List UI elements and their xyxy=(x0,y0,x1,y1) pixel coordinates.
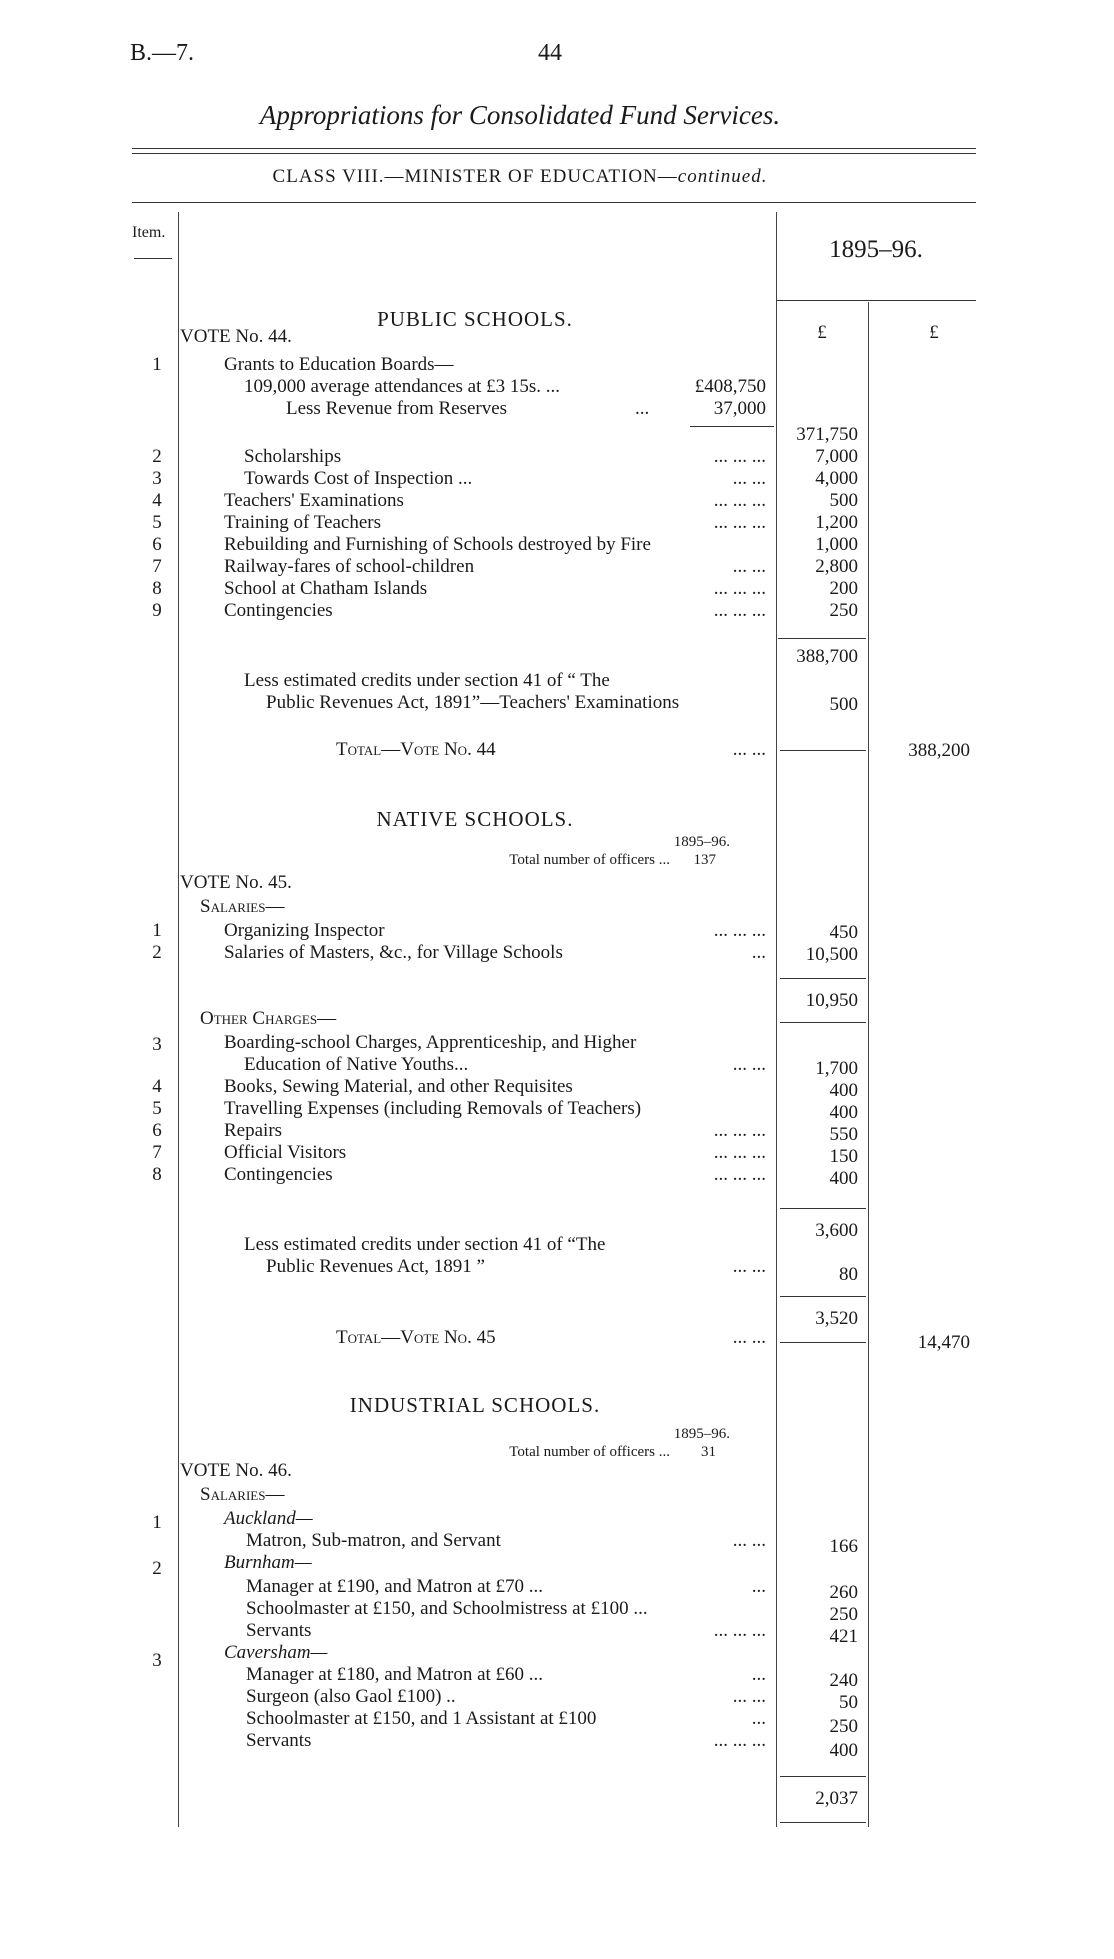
subtotal-rule xyxy=(778,638,866,639)
budget-line-text: Organizing Inspector xyxy=(224,920,385,941)
caversham-line-dots: ... xyxy=(751,1708,766,1729)
native-other-rule xyxy=(780,1208,866,1209)
budget-line xyxy=(180,556,770,578)
budget-line xyxy=(180,1076,770,1098)
native-other-subtotal: 3,600 xyxy=(815,1220,858,1241)
item-number: 1 xyxy=(152,920,162,941)
budget-line-amount: 550 xyxy=(829,1124,858,1145)
item-number: 3 xyxy=(152,1034,162,1055)
section-heading-industrial-schools: INDUSTRIAL SCHOOLS. xyxy=(349,1393,601,1417)
budget-line-text: Salaries of Masters, &c., for Village Schools xyxy=(224,942,563,963)
grants-attendance-text: 109,000 average attendances at £3 15s. ... xyxy=(244,376,561,397)
auckland-line-dots: ... ... xyxy=(732,1530,766,1551)
caversham-line-dots: ... xyxy=(751,1664,766,1685)
budget-line-amount: 400 xyxy=(829,1080,858,1101)
grants-attendance-line xyxy=(180,376,770,398)
budget-line-text: Repairs xyxy=(224,1120,283,1141)
burnham-amount: 250 xyxy=(829,1604,858,1625)
total-vote-45-label: Total—Vote No. 45 xyxy=(336,1327,496,1348)
budget-line xyxy=(180,1142,770,1164)
budget-line-text: Teachers' Examinations xyxy=(224,490,404,511)
grants-net-amount: 371,750 xyxy=(796,424,858,445)
total-vote-45-dots: ... ... xyxy=(732,1327,766,1348)
item-number: 6 xyxy=(152,534,162,555)
budget-line-dots: ... ... ... xyxy=(713,920,766,941)
year-header-rule xyxy=(776,300,976,301)
boarding-line-2 xyxy=(180,1054,770,1076)
caversham-line-text: Manager at £180, and Matron at £60 ... xyxy=(246,1664,544,1685)
grants-label xyxy=(180,354,770,376)
total-44-rule xyxy=(780,750,866,751)
item-number: 2 xyxy=(152,1558,162,1579)
budget-line-dots: ... ... ... xyxy=(713,578,766,599)
budget-line-dots: ... ... ... xyxy=(713,600,766,621)
burnham-line-dots: ... xyxy=(751,1576,766,1597)
grants-reserves-amount: 37,000 xyxy=(713,398,766,419)
budget-line-dots: ... ... ... xyxy=(713,490,766,511)
budget-line xyxy=(180,534,770,556)
budget-line-dots: ... ... xyxy=(732,468,766,489)
item-number: 7 xyxy=(152,556,162,577)
budget-line-dots: ... ... ... xyxy=(713,1120,766,1141)
burnham-label: Burnham— xyxy=(224,1552,312,1573)
budget-line-dots: ... ... xyxy=(732,556,766,577)
public-less-line-1 xyxy=(180,670,770,692)
caversham-line xyxy=(180,1686,770,1708)
native-officers-value: 137 xyxy=(693,852,716,868)
auckland-line-text: Matron, Sub-matron, and Servant xyxy=(246,1530,501,1551)
year-column-header: 1895–96. xyxy=(829,236,923,263)
total-vote-45-amount: 14,470 xyxy=(917,1332,970,1353)
caversham-line xyxy=(180,1730,770,1752)
burnham-line-dots: ... ... ... xyxy=(713,1620,766,1641)
item-number: 8 xyxy=(152,1164,162,1185)
title-rule-top xyxy=(132,148,976,149)
native-salaries-rule xyxy=(780,978,866,979)
burnham-amount: 260 xyxy=(829,1582,858,1603)
grants-reserves-dots: ... xyxy=(635,398,650,419)
auckland-line xyxy=(180,1530,770,1552)
class-heading-continued: continued. xyxy=(677,166,768,187)
total-vote-44-dots: ... ... xyxy=(732,739,766,760)
item-number: 3 xyxy=(152,468,162,489)
burnham-line xyxy=(180,1620,770,1642)
industrial-subtotal-amount: 2,037 xyxy=(815,1788,858,1809)
budget-line-text: Rebuilding and Furnishing of Schools destroyed by Fire xyxy=(224,534,651,555)
amount-column-rule-mid xyxy=(868,302,869,1827)
caversham-line xyxy=(180,1708,770,1730)
caversham-line xyxy=(180,1664,770,1686)
page-number: 44 xyxy=(538,40,562,66)
boarding-line-1 xyxy=(180,1032,770,1054)
class-heading xyxy=(180,166,860,188)
budget-line-text: Books, Sewing Material, and other Requisites xyxy=(224,1076,573,1097)
item-number: 5 xyxy=(152,1098,162,1119)
boarding-dots: ... ... xyxy=(732,1054,766,1075)
native-less-line-1 xyxy=(180,1234,770,1256)
caversham-line-dots: ... ... xyxy=(732,1686,766,1707)
item-number: 1 xyxy=(152,1512,162,1533)
grants-reserves-text: Less Revenue from Reserves xyxy=(286,398,508,419)
item-number: 4 xyxy=(152,1076,162,1097)
budget-line-amount: 400 xyxy=(829,1102,858,1123)
native-less-text-2: Public Revenues Act, 1891 ” xyxy=(266,1256,485,1277)
industrial-subtotal-rule xyxy=(780,1776,866,1777)
budget-line-text: Contingencies xyxy=(224,600,333,621)
total-vote-45 xyxy=(180,1326,770,1350)
item-number: 5 xyxy=(152,512,162,533)
native-salaries-subtotal: 10,950 xyxy=(805,990,858,1011)
section-heading-public-schools: PUBLIC SCHOOLS. xyxy=(377,307,573,331)
budget-line-dots: ... ... ... xyxy=(713,1164,766,1185)
caversham-amount: 250 xyxy=(829,1716,858,1737)
budget-line xyxy=(180,600,770,622)
budget-line-dots: ... ... ... xyxy=(713,512,766,533)
budget-line-dots: ... ... ... xyxy=(713,1142,766,1163)
grants-label-text: Grants to Education Boards— xyxy=(224,354,454,375)
industrial-subtotal-rule-2 xyxy=(780,1822,866,1823)
burnham-line xyxy=(180,1576,770,1598)
budget-line xyxy=(180,1164,770,1186)
page-ref: B.—7. xyxy=(130,40,195,66)
native-officers-count xyxy=(180,834,770,874)
budget-line-amount: 4,000 xyxy=(815,468,858,489)
budget-line-amount: 150 xyxy=(829,1146,858,1167)
caversham-line-text: Servants xyxy=(246,1730,312,1751)
native-officers-year: 1895–96. xyxy=(673,834,730,850)
industrial-salaries-label: Salaries— xyxy=(200,1484,285,1505)
budget-line-amount: 200 xyxy=(829,578,858,599)
vote-45-label: VOTE No. 45. xyxy=(180,872,292,893)
table-top-rule xyxy=(132,202,976,203)
budget-line-amount: 250 xyxy=(829,600,858,621)
budget-line xyxy=(180,512,770,534)
native-less-amount: 80 xyxy=(839,1264,858,1285)
page-title: Appropriations for Consolidated Fund Services. xyxy=(259,100,781,130)
caversham-label: Caversham— xyxy=(224,1642,328,1663)
budget-line xyxy=(180,446,770,468)
native-less-text-1: Less estimated credits under section 41 of “The xyxy=(244,1234,606,1255)
native-salaries-label: Salaries— xyxy=(200,896,285,917)
auckland-label: Auckland— xyxy=(224,1508,313,1529)
item-number: 1 xyxy=(152,354,162,375)
item-number: 6 xyxy=(152,1120,162,1141)
native-other-charges-label: Other Charges— xyxy=(200,1008,337,1029)
native-less-line-2 xyxy=(180,1256,770,1278)
budget-line xyxy=(180,490,770,512)
burnham-amount: 421 xyxy=(829,1626,858,1647)
native-officers-label: Total number of officers ... xyxy=(509,852,670,868)
title-rule-bottom xyxy=(132,153,976,154)
budget-line xyxy=(180,920,770,942)
budget-line-text: Travelling Expenses (including Removals of Teachers) xyxy=(224,1098,642,1119)
vote-44-label: VOTE No. 44. xyxy=(180,326,292,347)
budget-line-amount: 450 xyxy=(829,922,858,943)
budget-line-amount: 1,200 xyxy=(815,512,858,533)
budget-line-text: Towards Cost of Inspection ... xyxy=(244,468,473,489)
class-heading-main: CLASS VIII.—MINISTER OF EDUCATION— xyxy=(272,166,678,187)
total-vote-44-amount: 388,200 xyxy=(908,740,970,761)
item-column-header: Item. xyxy=(132,224,166,241)
public-less-text-1: Less estimated credits under section 41 of “ The xyxy=(244,670,610,691)
item-number: 4 xyxy=(152,490,162,511)
budget-line-text: Railway-fares of school-children xyxy=(224,556,475,577)
caversham-line-text: Schoolmaster at £150, and 1 Assistant at £100 xyxy=(246,1708,597,1729)
grants-attendance-amount: £408,750 xyxy=(694,376,766,397)
burnham-line xyxy=(180,1598,770,1620)
budget-line xyxy=(180,468,770,490)
budget-line xyxy=(180,578,770,600)
budget-line-dots: ... xyxy=(751,942,766,963)
burnham-line-text: Schoolmaster at £150, and Schoolmistress at £100 ... xyxy=(246,1598,648,1619)
caversham-amount: 400 xyxy=(829,1740,858,1761)
budget-line-amount: 7,000 xyxy=(815,446,858,467)
caversham-line-dots: ... ... ... xyxy=(713,1730,766,1751)
caversham-line-text: Surgeon (also Gaol £100) .. xyxy=(246,1686,456,1707)
industrial-officers-year: 1895–96. xyxy=(673,1426,730,1442)
item-number: 8 xyxy=(152,578,162,599)
budget-line-text: School at Chatham Islands xyxy=(224,578,428,599)
section-heading-native-schools: NATIVE SCHOOLS. xyxy=(376,807,574,831)
grants-net-rule xyxy=(690,426,774,427)
auckland-amount: 166 xyxy=(829,1536,858,1557)
native-net-amount: 3,520 xyxy=(815,1308,858,1329)
caversham-amount: 50 xyxy=(839,1692,858,1713)
budget-line xyxy=(180,1098,770,1120)
item-number: 7 xyxy=(152,1142,162,1163)
industrial-officers-label: Total number of officers ... xyxy=(509,1444,670,1460)
industrial-officers-value: 31 xyxy=(701,1444,716,1460)
caversham-amount: 240 xyxy=(829,1670,858,1691)
grants-reserves-line xyxy=(180,398,770,420)
vote-46-label: VOTE No. 46. xyxy=(180,1460,292,1481)
budget-line-amount: 400 xyxy=(829,1168,858,1189)
public-less-amount: 500 xyxy=(829,694,858,715)
native-net-rule xyxy=(780,1296,866,1297)
item-number: 9 xyxy=(152,600,162,621)
budget-line-amount: 500 xyxy=(829,490,858,511)
item-column-rule xyxy=(178,212,179,1827)
budget-line xyxy=(180,1120,770,1142)
budget-line-text: Scholarships xyxy=(244,446,342,467)
item-number: 2 xyxy=(152,446,162,467)
budget-line-amount: 10,500 xyxy=(805,944,858,965)
total-vote-44-label: Total—Vote No. 44 xyxy=(336,739,496,760)
budget-line-dots: ... ... ... xyxy=(713,446,766,467)
pound-header-2: £ xyxy=(929,322,939,343)
burnham-line-text: Manager at £190, and Matron at £70 ... xyxy=(246,1576,544,1597)
boarding-text-2: Education of Native Youths... xyxy=(244,1054,469,1075)
budget-line-amount: 1,000 xyxy=(815,534,858,555)
burnham-line-text: Servants xyxy=(246,1620,312,1641)
native-salaries-rule-2 xyxy=(780,1022,866,1023)
item-number: 3 xyxy=(152,1650,162,1671)
pound-header-1: £ xyxy=(817,322,827,343)
public-less-line-2 xyxy=(180,692,770,714)
total-vote-44 xyxy=(180,738,770,762)
public-less-text-2: Public Revenues Act, 1891”—Teachers' Examinations xyxy=(266,692,680,713)
budget-line-text: Training of Teachers xyxy=(224,512,381,533)
budget-line-text: Official Visitors xyxy=(224,1142,347,1163)
total-45-rule xyxy=(780,1342,866,1343)
budget-line xyxy=(180,942,770,964)
boarding-text-1: Boarding-school Charges, Apprenticeship, and Higher xyxy=(224,1032,637,1053)
native-less-dots: ... ... xyxy=(732,1256,766,1277)
public-subtotal-amount: 388,700 xyxy=(796,646,858,667)
item-number: 2 xyxy=(152,942,162,963)
budget-line-amount: 2,800 xyxy=(815,556,858,577)
boarding-amount: 1,700 xyxy=(815,1058,858,1079)
item-header-underline xyxy=(134,258,172,259)
amount-column-rule-left xyxy=(776,212,777,1827)
budget-line-text: Contingencies xyxy=(224,1164,333,1185)
